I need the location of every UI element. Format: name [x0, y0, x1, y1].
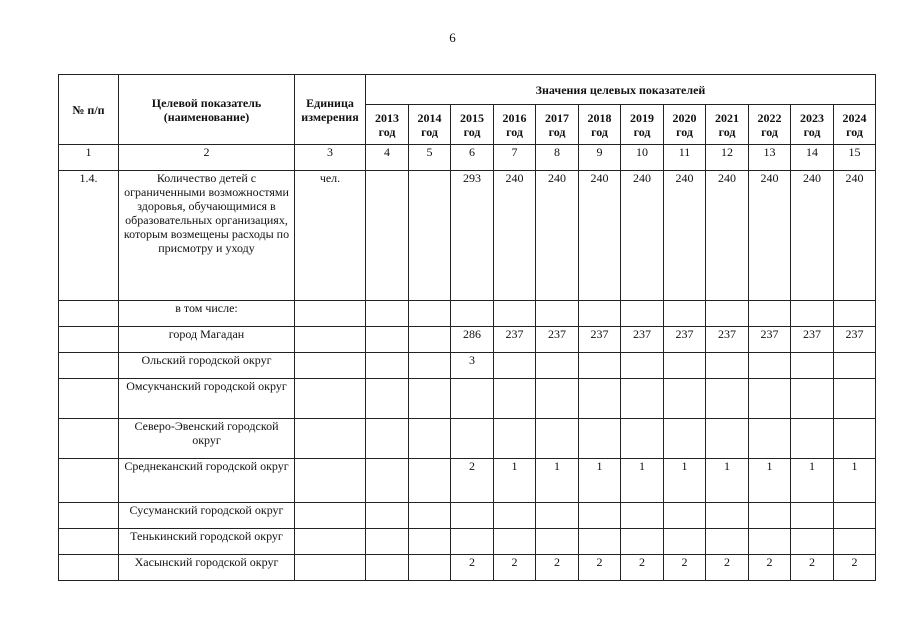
value-cell: 240 [706, 171, 749, 301]
column-number: 13 [749, 145, 791, 171]
value-cell [791, 353, 834, 379]
header-year: 2020 год [664, 105, 706, 145]
value-cell [494, 419, 536, 459]
indicator-name: Северо-Эвенский городской округ [119, 419, 295, 459]
value-cell [664, 419, 706, 459]
column-number: 6 [451, 145, 494, 171]
table-row [59, 171, 876, 301]
row-number [59, 555, 119, 581]
unit [295, 419, 366, 459]
column-number: 11 [664, 145, 706, 171]
value-cell: 1 [494, 459, 536, 503]
value-cell [409, 301, 451, 327]
target-indicators-table [58, 74, 876, 581]
value-cell [706, 379, 749, 419]
value-cell [494, 353, 536, 379]
value-cell: 240 [579, 171, 621, 301]
indicator-name: Количество детей с ограниченными возможностями здоровья, обучающимися в образовательных организациях, которым возмещены расходы по присмотру и уходу [119, 171, 295, 301]
header-num: № п/п [59, 75, 119, 145]
value-cell: 1 [536, 459, 579, 503]
indicator-name: Среднеканский городской округ [119, 459, 295, 503]
value-cell [834, 353, 876, 379]
value-cell [451, 419, 494, 459]
page-number: 6 [449, 30, 456, 45]
value-cell [664, 529, 706, 555]
value-cell [621, 503, 664, 529]
value-cell: 1 [706, 459, 749, 503]
value-cell [494, 529, 536, 555]
value-cell: 2 [451, 459, 494, 503]
value-cell [664, 503, 706, 529]
value-cell [579, 379, 621, 419]
value-cell [409, 419, 451, 459]
row-number [59, 327, 119, 353]
header-year: 2023 год [791, 105, 834, 145]
value-cell [749, 503, 791, 529]
value-cell [791, 379, 834, 419]
column-number: 9 [579, 145, 621, 171]
value-cell [409, 353, 451, 379]
value-cell: 2 [706, 555, 749, 581]
unit [295, 353, 366, 379]
unit [295, 301, 366, 327]
value-cell [706, 529, 749, 555]
header-unit: Единица измерения [295, 75, 366, 145]
value-cell: 237 [664, 327, 706, 353]
value-cell [749, 379, 791, 419]
value-cell [834, 379, 876, 419]
value-cell [621, 379, 664, 419]
value-cell: 1 [749, 459, 791, 503]
value-cell [451, 301, 494, 327]
header-year: 2014 год [409, 105, 451, 145]
header-year: 2019 год [621, 105, 664, 145]
value-cell: 1 [579, 459, 621, 503]
column-number: 7 [494, 145, 536, 171]
value-cell: 240 [749, 171, 791, 301]
value-cell: 1 [834, 459, 876, 503]
value-cell: 2 [621, 555, 664, 581]
value-cell: 2 [834, 555, 876, 581]
row-number [59, 353, 119, 379]
value-cell [791, 301, 834, 327]
value-cell: 240 [621, 171, 664, 301]
value-cell [749, 419, 791, 459]
unit [295, 503, 366, 529]
row-number: 1.4. [59, 171, 119, 301]
indicator-name: город Магадан [119, 327, 295, 353]
value-cell [366, 459, 409, 503]
value-cell: 237 [749, 327, 791, 353]
value-cell: 240 [536, 171, 579, 301]
unit [295, 529, 366, 555]
value-cell: 240 [664, 171, 706, 301]
value-cell [536, 529, 579, 555]
table-row [59, 419, 876, 459]
table-row [59, 503, 876, 529]
column-number: 15 [834, 145, 876, 171]
column-number: 12 [706, 145, 749, 171]
value-cell [366, 353, 409, 379]
value-cell [749, 353, 791, 379]
table-row [59, 301, 876, 327]
value-cell [791, 503, 834, 529]
value-cell: 2 [749, 555, 791, 581]
table-row [59, 529, 876, 555]
column-number: 1 [59, 145, 119, 171]
indicator-name: Сусуманский городской округ [119, 503, 295, 529]
value-cell [366, 379, 409, 419]
value-cell: 240 [791, 171, 834, 301]
header-values-title: Значения целевых показателей [366, 75, 876, 105]
value-cell [621, 529, 664, 555]
value-cell [494, 301, 536, 327]
row-number [59, 301, 119, 327]
value-cell: 1 [621, 459, 664, 503]
unit [295, 327, 366, 353]
value-cell: 237 [579, 327, 621, 353]
value-cell [451, 529, 494, 555]
value-cell [366, 503, 409, 529]
table-row [59, 327, 876, 353]
unit [295, 555, 366, 581]
value-cell: 3 [451, 353, 494, 379]
value-cell [409, 529, 451, 555]
header-year: 2018 год [579, 105, 621, 145]
value-cell [366, 555, 409, 581]
header-year: 2016 год [494, 105, 536, 145]
value-cell: 240 [834, 171, 876, 301]
column-number: 14 [791, 145, 834, 171]
table-row [59, 459, 876, 503]
value-cell [536, 379, 579, 419]
column-number: 3 [295, 145, 366, 171]
value-cell [451, 379, 494, 419]
value-cell [409, 555, 451, 581]
value-cell [664, 353, 706, 379]
value-cell [579, 529, 621, 555]
column-number: 2 [119, 145, 295, 171]
indicator-name: в том числе: [119, 301, 295, 327]
value-cell: 2 [494, 555, 536, 581]
value-cell: 1 [791, 459, 834, 503]
row-number [59, 503, 119, 529]
row-number [59, 379, 119, 419]
value-cell: 2 [451, 555, 494, 581]
value-cell [579, 353, 621, 379]
column-number: 4 [366, 145, 409, 171]
column-number: 10 [621, 145, 664, 171]
value-cell [749, 301, 791, 327]
value-cell [834, 503, 876, 529]
header-year: 2013 год [366, 105, 409, 145]
value-cell [664, 301, 706, 327]
header-year: 2015 год [451, 105, 494, 145]
value-cell [791, 419, 834, 459]
value-cell [536, 419, 579, 459]
unit: чел. [295, 171, 366, 301]
value-cell [834, 301, 876, 327]
value-cell [621, 301, 664, 327]
value-cell [409, 503, 451, 529]
value-cell [791, 529, 834, 555]
indicator-name: Ольский городской округ [119, 353, 295, 379]
header-year: 2022 год [749, 105, 791, 145]
header-year: 2024 год [834, 105, 876, 145]
column-number: 8 [536, 145, 579, 171]
row-number [59, 459, 119, 503]
table-row [59, 353, 876, 379]
value-cell [409, 171, 451, 301]
value-cell [834, 529, 876, 555]
value-cell: 237 [706, 327, 749, 353]
value-cell [536, 301, 579, 327]
value-cell [621, 353, 664, 379]
value-cell [579, 503, 621, 529]
value-cell [366, 301, 409, 327]
value-cell [664, 379, 706, 419]
value-cell [409, 459, 451, 503]
value-cell [536, 353, 579, 379]
header-indicator: Целевой показатель (наименование) [119, 75, 295, 145]
value-cell [536, 503, 579, 529]
value-cell: 2 [579, 555, 621, 581]
indicator-name: Тенькинский городской округ [119, 529, 295, 555]
value-cell: 237 [494, 327, 536, 353]
value-cell [366, 327, 409, 353]
column-number: 5 [409, 145, 451, 171]
value-cell: 240 [494, 171, 536, 301]
row-number [59, 529, 119, 555]
value-cell: 237 [536, 327, 579, 353]
unit [295, 459, 366, 503]
unit [295, 379, 366, 419]
value-cell [706, 301, 749, 327]
table-row [59, 379, 876, 419]
value-cell [706, 503, 749, 529]
value-cell [706, 419, 749, 459]
value-cell: 2 [536, 555, 579, 581]
value-cell [366, 171, 409, 301]
header-year: 2021 год [706, 105, 749, 145]
value-cell [749, 529, 791, 555]
row-number [59, 419, 119, 459]
value-cell: 2 [664, 555, 706, 581]
value-cell [494, 503, 536, 529]
value-cell: 2 [791, 555, 834, 581]
value-cell [834, 419, 876, 459]
value-cell [451, 503, 494, 529]
table-row [59, 555, 876, 581]
indicator-name: Омсукчанский городской округ [119, 379, 295, 419]
value-cell [621, 419, 664, 459]
indicator-name: Хасынский городской округ [119, 555, 295, 581]
value-cell: 237 [834, 327, 876, 353]
value-cell [366, 419, 409, 459]
value-cell [706, 353, 749, 379]
value-cell [409, 327, 451, 353]
value-cell: 1 [664, 459, 706, 503]
value-cell [409, 379, 451, 419]
value-cell: 237 [791, 327, 834, 353]
value-cell [579, 419, 621, 459]
value-cell: 286 [451, 327, 494, 353]
value-cell: 293 [451, 171, 494, 301]
value-cell [579, 301, 621, 327]
value-cell: 237 [621, 327, 664, 353]
value-cell [366, 529, 409, 555]
header-year: 2017 год [536, 105, 579, 145]
value-cell [494, 379, 536, 419]
